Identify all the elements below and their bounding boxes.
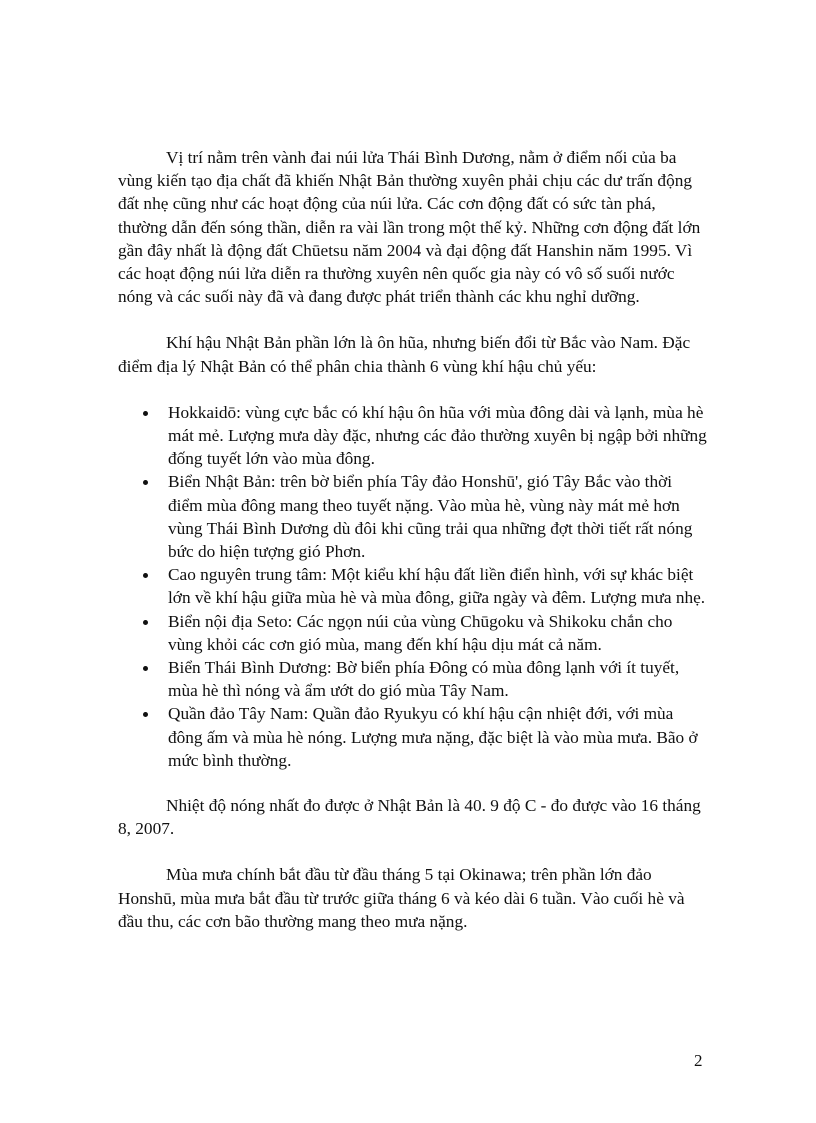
list-item-text: Hokkaidō: vùng cực bắc có khí hậu ôn hũa với mùa đông dài và lạnh, mùa hè mát mẻ. Lượng mưa dày đặc, nhưng các đảo thường xuyên bị ngập bởi những đống tuyết lớn vào mùa đông.	[168, 402, 707, 469]
bullet-icon	[143, 712, 148, 717]
page-number: 2	[694, 1051, 703, 1070]
bullet-icon	[143, 620, 148, 625]
bullet-icon	[143, 480, 148, 485]
list-item-text: Cao nguyên trung tâm: Một kiểu khí hậu đất liền điển hình, với sự khác biệt lớn về khí hậu giữa mùa hè và mùa đông, giữa ngày và đêm. Lượng mưa nhẹ.	[168, 565, 706, 608]
bullet-icon	[143, 411, 148, 416]
page-content	[118, 146, 708, 956]
list-item-text: Biển Nhật Bản: trên bờ biển phía Tây đảo Honshū', gió Tây Bắc vào thời điểm mùa đông mang theo tuyết nặng. Vào mùa hè, vùng này mát mẻ hơn vùng Thái Bình Dương dù đôi khi cũng trải qua những đợt thời tiết rất nóng bức do hiện tượng gió Phơn.	[168, 472, 693, 562]
list-item	[118, 401, 708, 471]
list-item	[118, 563, 708, 609]
paragraph-climate-intro: Khí hậu Nhật Bản phần lớn là ôn hũa, nhưng biến đổi từ Bắc vào Nam. Đặc điểm địa lý Nhật Bản có thể phân chia thành 6 vùng khí hậu chủ yếu:	[118, 333, 691, 376]
list-item	[118, 702, 708, 772]
list-item	[118, 470, 708, 563]
climate-zone-list	[118, 401, 708, 772]
list-item-text: Biển Thái Bình Dương: Bờ biển phía Đông có mùa đông lạnh với ít tuyết, mùa hè thì nóng và ẩm ướt do gió mùa Tây Nam.	[168, 658, 680, 701]
list-item-text: Biển nội địa Seto: Các ngọn núi của vùng Chūgoku và Shikoku chắn cho vùng khỏi các cơn gió mùa, mang đến khí hậu dịu mát cả năm.	[168, 611, 673, 654]
paragraph-rainy-season: Mùa mưa chính bắt đầu từ đầu tháng 5 tại Okinawa; trên phần lớn đảo Honshū, mùa mưa bắt đầu từ trước giữa tháng 6 và kéo dài 6 tuần. Vào cuối hè và đầu thu, các cơn bão thường mang theo mưa nặng.	[118, 865, 685, 931]
list-item	[118, 610, 708, 656]
paragraph-record-temperature: Nhiệt độ nóng nhất đo được ở Nhật Bản là 40. 9 độ C - đo được vào 16 tháng 8, 2007.	[118, 796, 701, 839]
bullet-icon	[143, 666, 148, 671]
list-item	[118, 656, 708, 702]
list-item-text: Quần đảo Tây Nam: Quần đảo Ryukyu có khí hậu cận nhiệt đới, với mùa đông ấm và mùa hè nóng. Lượng mưa nặng, đặc biệt là vào mùa mưa. Bão ở mức bình thường.	[168, 704, 698, 770]
paragraph-volcanic-activity: Vị trí nằm trên vành đai núi lửa Thái Bình Dương, nằm ở điểm nối của ba vùng kiến tạo địa chất đã khiến Nhật Bản thường xuyên phải chịu các dư trấn động đất nhẹ cũng như các hoạt động của núi lửa. Các cơn động đất có sức tàn phá, thường dẫn đến sóng thần, diễn ra vài lần trong một thế kỷ. Những cơn động đất lớn gần đây nhất là động đất Chūetsu năm 2004 và đại động đất Hanshin năm 1995. Vì các hoạt động núi lửa diễn ra thường xuyên nên quốc gia này có vô số suối nước nóng và các suối này đã và đang được phát triển thành các khu nghỉ dưỡng.	[118, 148, 701, 307]
bullet-icon	[143, 573, 148, 578]
